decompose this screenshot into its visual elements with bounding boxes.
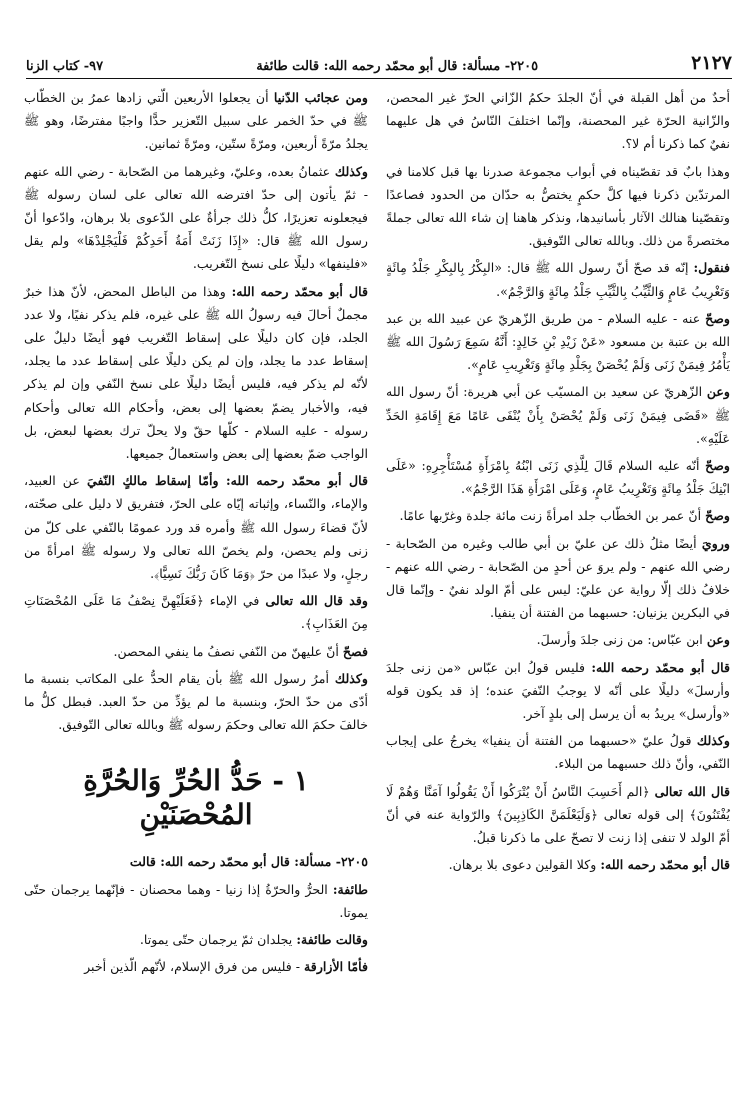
paragraph <box>24 928 368 951</box>
paragraph <box>24 850 368 873</box>
paragraph-lead: وعن <box>706 632 730 648</box>
paragraph-lead: قال أبو محمّد رحمه الله: <box>231 283 368 299</box>
paragraph <box>386 656 730 726</box>
paragraph-lead: فصحّ <box>342 643 368 659</box>
running-title: ٢٢٠٥- مسألة: قال أبو محمّد رحمه الله: قالت طائفة <box>256 59 539 74</box>
paragraph-lead: فأمّا الأزارقة <box>304 959 368 975</box>
paragraph-lead: وصحّ <box>705 458 730 474</box>
paragraph-text: فليس قولُ ابن عبّاس «من زنى جلدَ وأرسلَ» دليلًا على أنّه لا يوجبُ النّفيَ عنده؛ إذ قد يكون قوله «وأرسل» يريدُ به أن يرسل إلى بلدٍ آخر. <box>386 659 730 722</box>
section-title: ١ - حَدُّ الحُرِّ وَالحُرَّةِ المُحْصَنَيْنِ <box>83 764 309 832</box>
chapter-title: ٩٧- كتاب الزنا <box>26 59 104 74</box>
paragraph-text: إنّه قد صحّ أنّ رسول الله ﷺ قال: «البِكْرُ بِالبِكْرِ جَلْدُ مِائَةٍ وَتَغْرِيبُ عَامٍ وَالثَّيِّبُ بِالثَّيِّبِ جَلْدُ مِائَةٍ وَالرَّجْمُ». <box>386 260 730 299</box>
paragraph-lead: وصحّ <box>705 508 730 524</box>
paragraph-text: أنّه عليه السلام قَالَ لِلَّذِي زَنَى ابْنُهُ بِامْرَأَةِ مُسْتَأْجِرِهِ: «عَلَى ابْنِكَ جَلْدُ مِائَةٍ وَتَغْرِيبُ عَامٍ، وَعَلَى امْرَأَةِ هَذَا الرَّجْمُ». <box>386 458 730 497</box>
paragraph <box>386 729 730 775</box>
paragraph <box>386 504 730 527</box>
paragraph-lead: وكذلك <box>334 163 368 179</box>
paragraph-lead: قال أبو محمّد رحمه الله: <box>600 857 730 873</box>
paragraph-text: في الإماء ﴿فَعَلَيْهِنَّ نِصْفُ مَا عَلَى المُحْصَنَاتِ مِنَ العَذَابِ﴾. <box>24 593 368 632</box>
paragraph-text: أمرُ رسول الله ﷺ بأن يقام الحدُّ على المكاتب بنسبة ما أدّى من حدّ الحرّ، وبنسبة ما لم يؤدِّ من حدّ العبد. فبطل كلُّ ما خالفَ حكمَ الله تعالى وحكمَ رسوله ﷺ وبالله تعالى التّوفيق. <box>24 670 368 733</box>
paragraph-text: وهذا من الباطل المحض، لأنّ هذا خبرٌ مجملٌ أحالَ فيه رسولُ الله ﷺ على غيره، فلم يذكر نفيًا، ولا عدد الجلد، فإن كان دليلًا على إسقاط التّغريب فهو أيضًا دليلٌ على إسقاط عدد ما يجلد، وإن لم يكن دليلًا على إسقاط عدد ما يجلد، لأنّه لم يذكر فيه، فليس أيضًا دليلًا على نسخ النّفي وإن لم يذكر فيه، والأخبار يضمّ بعضها إلى بعض، وأحكام الله تعالى وأحكام رسوله - عليه السلام - كلّها حقّ ولا يحلّ ترك بعضها لبعض، بل الواجب ضمّ بعضها إلى بعض واستعمالُ جميعها. <box>24 283 368 462</box>
paragraph-text: يجلدان ثمّ يرجمان حتّى يموتا. <box>139 932 293 948</box>
paragraph-lead: فنقول: <box>693 260 730 276</box>
paragraph <box>24 667 368 737</box>
paragraph-text: الزّهريّ عن سعيد بن المسيّب عن أبي هريرة: أنّ رسول الله ﷺ «قَضَى فِيمَنْ زَنَى وَلَمْ يُحْصَنْ بِأَنْ يُنْفَى عَامًا مَعَ إِقَامَةِ الحَدِّ عَلَيْهِ». <box>386 384 730 446</box>
paragraph <box>24 589 368 635</box>
right-column <box>386 86 730 881</box>
paragraph-lead: وقالت طائفة: <box>296 932 368 948</box>
paragraph <box>24 160 368 276</box>
paragraph <box>386 256 730 302</box>
paragraph-text: - فليس من فرق الإسلام، لأنّهم الّذين أخبر <box>84 959 301 975</box>
paragraph <box>24 469 368 585</box>
paragraph-text: الحرُّ والحرّةُ إذا زنيا - وهما محصنان - فإنّهما يرجمان حتّى يموتا. <box>24 881 368 920</box>
paragraph-lead: وكذلك <box>334 670 368 686</box>
paragraph-lead: قال الله تعالى <box>654 783 730 799</box>
paragraph <box>386 454 730 500</box>
paragraph <box>386 86 730 156</box>
paragraph <box>386 532 730 625</box>
paragraph-text: وكلا القولين دعوى بلا برهان. <box>448 857 597 873</box>
paragraph-text: أنّ عمر بن الخطّاب جلد امرأةً زنت مائة جلدة وغرّبها عامًا. <box>399 508 702 524</box>
paragraph-text: أنّ عليهنّ من النّفي نصفُ ما ينفي المحصن. <box>113 643 339 659</box>
paragraph <box>24 955 368 978</box>
paragraph <box>24 280 368 466</box>
page-header <box>26 44 732 79</box>
paragraph <box>386 780 730 850</box>
paragraph <box>24 640 368 663</box>
paragraph-lead: وعن <box>706 384 730 400</box>
paragraph <box>386 853 730 876</box>
paragraph-text: عن العبيد، والإماء، والنّساء، وإثباته إيّاه على الحرّ، فتفريق لا دليل على صحّته، لأنّ قضاءَ رسول الله ﷺ وأمره قد ورد عمومًا بالنّفي على كلّ من زنى ولم يحصن، ولم يخصّ الله تعالى ولا رسوله ﷺ امرأةً من رجلٍ، ولا عبدًا من حرّ ﴿وَمَا كَانَ رَبُّكَ نَسِيًّا﴾. <box>24 473 368 582</box>
paragraph-lead: وقد قال الله تعالى <box>265 593 368 609</box>
paragraph <box>386 307 730 377</box>
paragraph-lead: ومن عجائب الدّنيا <box>273 90 368 105</box>
left-column <box>24 86 368 983</box>
paragraph <box>24 878 368 924</box>
paragraph-text: أيضًا مثلُ ذلك عن عليّ بن أبي طالب وغيره من الصّحابة - رضي الله عنهم - ولم يروَ عن أحدٍ من الصّحابة - رضي الله عنهم - خلافُ ذلك إلّا رواية عن عليّ: ليس على أمّ الولد نفيٌ - وإنّما قال في البكرين يزنيان: حسبهما من الفتنة أن ينفيا. <box>386 535 730 621</box>
paragraph-lead: وصحّ <box>705 310 730 326</box>
paragraph-text: ابن عبّاس: من زنى جلدَ وأرسلَ. <box>536 632 703 648</box>
paragraph-lead: قال أبو محمّد رحمه الله: <box>591 659 730 675</box>
paragraph-text: وهذا بابٌ قد تقصّيناه في أبواب مجموعة صدرنا بها قبل كلامنا في المرتدّين ذكرنا فيها كلَّ حكمٍ يختصُّ به حدّان من الحدود فصاعدًا وتقصّينا هنالك الآثار بأسانيدها، ونذكر هاهنا إن شاء الله تعالى جملةً مختصرةً من ذلك. وبالله تعالى التّوفيق. <box>386 163 730 249</box>
paragraph <box>24 86 368 156</box>
paragraph-text: ﴿الم أَحَسِبَ النَّاسُ أَنْ يُتْرَكُوا أَنْ يَقُولُوا آمَنَّا وَهُمْ لَا يُفْتَنُونَ﴾ إلى قوله تعالى ﴿وَلَيَعْلَمَنَّ الكَاذِبِينَ﴾ والرّواية عنه في أنّ أمّ الولد لا تنفى إذا زنت لا تصحّ على ما ذكرنا قبلُ. <box>386 783 730 846</box>
paragraph-lead: ورويَ <box>701 535 730 551</box>
paragraph <box>386 160 730 253</box>
paragraph-text: قولُ عليّ «حسبهما من الفتنة أن ينفيا» يخرجُ على إيجاب النّفي، وأنّ ذلك حسبهما من البلاء. <box>386 733 730 772</box>
paragraph-text: أن يجعلوا الأربعين الّتي زادها عمرُ بن الخطّاب ﷺ في حدّ الخمر على سبيل التّعزير حدًّا واجبًا مفترضًا، وهو ﷺ يجلدُ مرّةً أربعين، ومرّةً ستّين، ومرّةً ثمانين. <box>24 90 368 152</box>
paragraph-lead: طائفة: <box>332 881 368 897</box>
paragraph <box>386 380 730 450</box>
page-number: ٢١٢٧ <box>691 52 732 74</box>
paragraph-text: عنه - عليه السلام - من طريق الزّهريّ عن عبيد الله بن عبد الله بن عتبة بن مسعود «عَنْ زَيْدِ بْنِ خَالِدٍ: أَنَّهُ سَمِعَ رَسُولَ الله ﷺ يَأْمُرُ فِيمَنْ زَنَى وَلَمْ يُحْصَنْ بِجَلْدِ مِائَةٍ وَتَغْرِيبِ عَامٍ». <box>386 310 730 373</box>
paragraph-text: أحدٌ من أهل القبلة في أنّ الجلدَ حكمُ الزّاني الحرّ غير المحصن، والزّانية الحرّة غير المحصنة، وإنّما اختلفَ النّاسُ في هل عليهما نفيٌ كما ذكرنا أم لا؟. <box>386 90 730 152</box>
paragraph-lead: وكذلك <box>696 733 730 749</box>
paragraph <box>386 628 730 651</box>
paragraph-text: عثمانُ بعده، وعليّ، وغيرهما من الصّحابة - رضي الله عنهم - ثمّ يأتون إلى حدّ افترضه الله تعالى على لسان رسوله ﷺ فيجعلونه تعزيرًا، كلُّ ذلك جرأةٌ على الدّعوى بلا برهان، وادّعوا أنّ رسول الله ﷺ قال: «إِذَا زَنَتْ أَمَةُ أَحَدِكُمْ فَلْيَجْلِدْهَا» ولم يقل «فلينفها» دليلًا على نسخ التّغريب. <box>24 163 368 272</box>
paragraph-lead: قال أبو محمّد رحمه الله: وأمّا إسقاط مالكٍ النّفيَ <box>87 473 368 489</box>
paragraph-lead: ٢٢٠٥- مسألة: قال أبو محمّد رحمه الله: قالت <box>129 854 368 870</box>
